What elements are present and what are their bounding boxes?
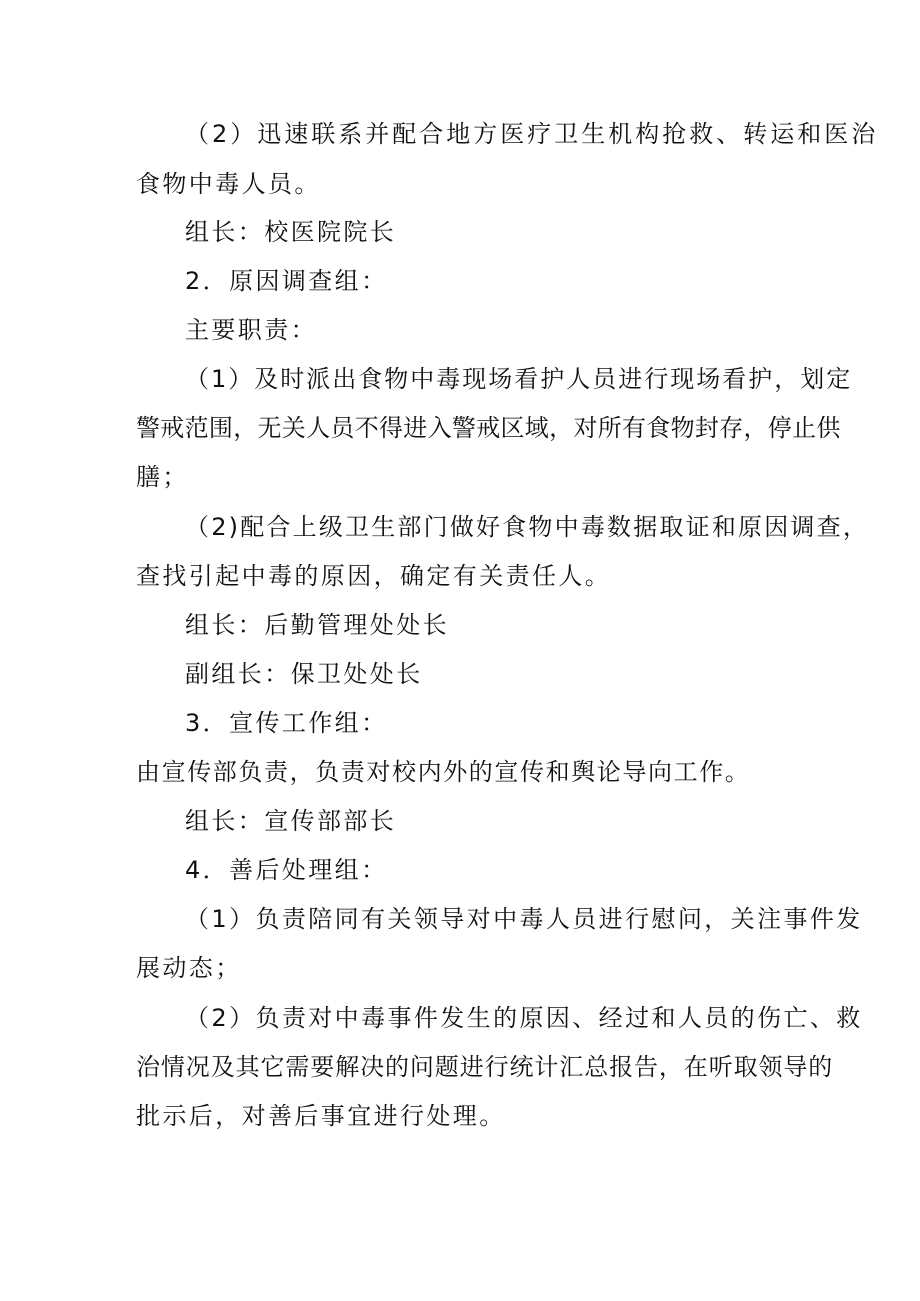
paragraph-line: 副组长：保卫处处长 <box>185 660 423 688</box>
paragraph-line: 查找引起中毒的原因，确定有关责任人。 <box>136 562 612 590</box>
paragraph-line: 组长：后勤管理处处长 <box>185 611 449 639</box>
paragraph-line: 治情况及其它需要解决的问题进行统计汇总报告，在听取领导的 <box>136 1053 834 1081</box>
paragraph-line: 食物中毒人员。 <box>136 170 321 198</box>
paragraph-line: 警戒范围，无关人员不得进入警戒区域，对所有食物封存，停止供 <box>136 414 841 442</box>
paragraph-line: 组长：宣传部部长 <box>185 807 397 835</box>
paragraph-line: 膳； <box>136 463 189 491</box>
paragraph-line: （2）负责对中毒事件发生的原因、经过和人员的伤亡、救 <box>185 1004 863 1032</box>
paragraph-line: 批示后，对善后事宜进行处理。 <box>136 1102 506 1130</box>
section-heading: 3．宣传工作组： <box>185 709 388 737</box>
section-heading: 2．原因调查组： <box>185 267 388 295</box>
paragraph-line: （1）及时派出食物中毒现场看护人员进行现场看护，划定 <box>185 365 853 393</box>
paragraph-line: （1）负责陪同有关领导对中毒人员进行慰问，关注事件发 <box>185 905 863 933</box>
paragraph-line: 组长：校医院院长 <box>185 218 397 246</box>
paragraph-line: （2）迅速联系并配合地方医疗卫生机构抢救、转运和医治 <box>185 120 879 148</box>
paragraph-line: 主要职责： <box>185 316 317 344</box>
section-heading: 4．善后处理组： <box>185 856 388 884</box>
paragraph-line: （2)配合上级卫生部门做好食物中毒数据取证和原因调查， <box>185 513 870 541</box>
paragraph-line: 展动态； <box>136 954 242 982</box>
paragraph-line: 由宣传部负责，负责对校内外的宣传和舆论导向工作。 <box>136 758 751 786</box>
